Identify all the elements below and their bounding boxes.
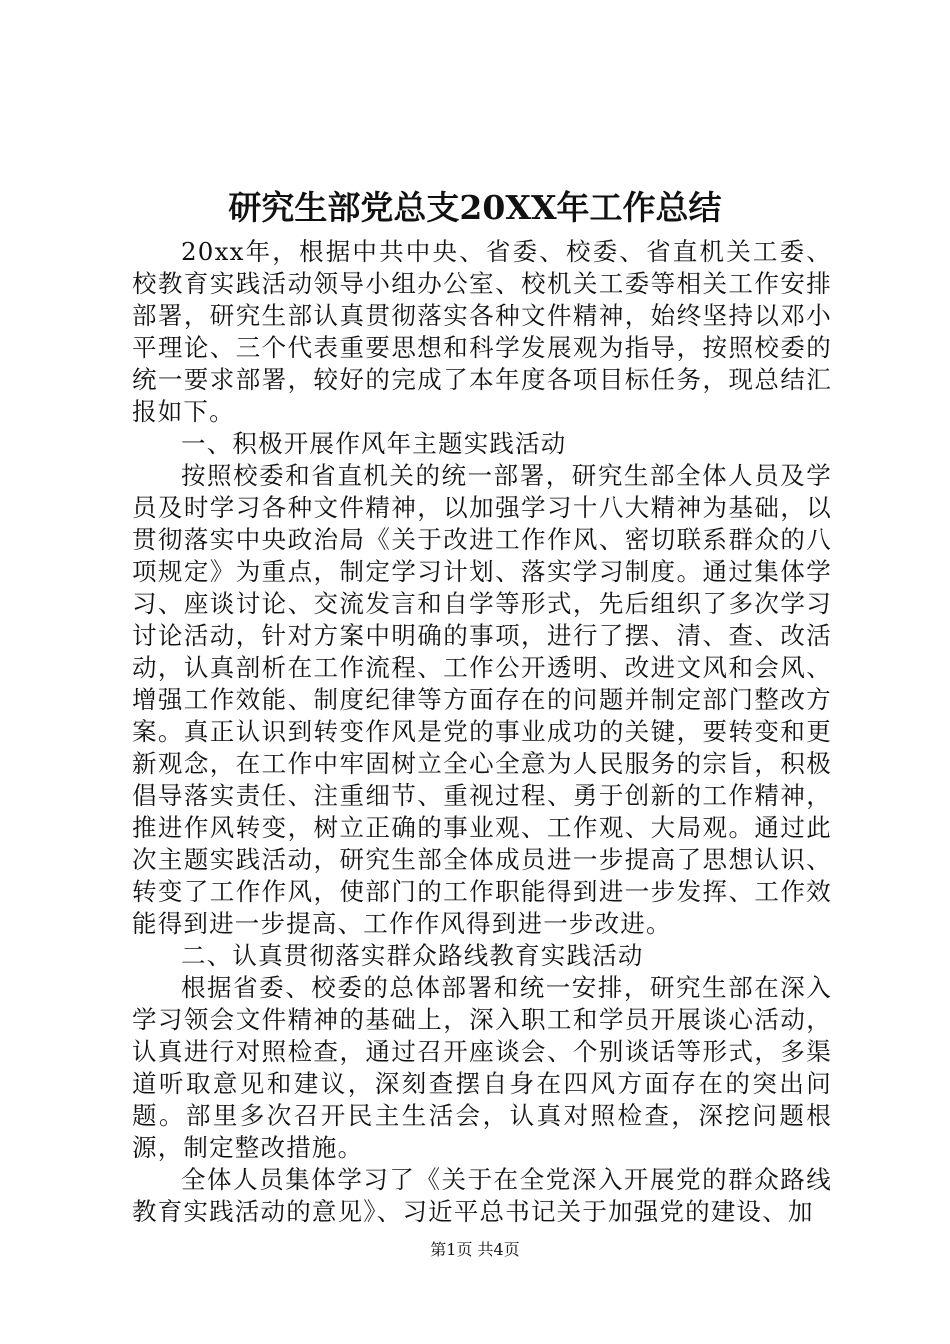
paragraph-section-2-cont: 全体人员集体学习了《关于在全党深入开展党的群众路线教育实践活动的意见》、习近平总书记关于加强党的建设、加: [132, 1165, 832, 1226]
page-footer: 第1页 共4页: [430, 1240, 520, 1259]
section-heading-1: 一、积极开展作风年主题实践活动: [181, 429, 567, 458]
paragraph-section-1: 按照校委和省直机关的统一部署，研究生部全体人员及学员及时学习各种文件精神，以加强学习十八大精神为基础，以贯彻落实中央政治局《关于改进工作作风、密切联系群众的八项规定》为重点，制定学习计划、落实学习制度。通过集体学习、座谈讨论、交流发言和自学等形式，先后组织了多次学习讨论活动，针对方案中明确的事项，进行了摆、清、查、改活动，认真剖析在工作流程、工作公开透明、改进文风和会风、增强工作效能、制度纪律等方面存在的问题并制定部门整改方案。真正认识到转变作风是党的事业成功的关键，要转变和更新观念，在工作中牢固树立全心全意为人民服务的宗旨，积极倡导落实责任、注重细节、重视过程、勇于创新的工作精神，推进作风转变，树立正确的事业观、工作观、大局观。通过此次主题实践活动，研究生部全体成员进一步提高了思想认识、转变了工作作风，使部门的工作职能得到进一步发挥、工作效能得到进一步提高、工作作风得到进一步改进。: [132, 461, 832, 938]
section-heading-2: 二、认真贯彻落实群众路线教育实践活动: [181, 941, 644, 970]
page-title: 研究生部党总支20XX年工作总结: [228, 188, 722, 227]
paragraph-section-2: 根据省委、校委的总体部署和统一安排，研究生部在深入学习领会文件精神的基础上，深入职工和学员开展谈心活动，认真进行对照检查，通过召开座谈会、个别谈话等形式，多渠道听取意见和建议，深刻查摆自身在四风方面存在的突出问题。部里多次召开民主生活会，认真对照检查，深挖问题根源，制定整改措施。: [132, 973, 832, 1162]
paragraph-intro: 20xx年，根据中共中央、省委、校委、省直机关工委、校教育实践活动领导小组办公室、校机关工委等相关工作安排部署，研究生部认真贯彻落实各种文件精神，始终坚持以邓小平理论、三个代表重要思想和科学发展观为指导，按照校委的统一要求部署，较好的完成了本年度各项目标任务，现总结汇报如下。: [132, 237, 832, 426]
document-body: [132, 236, 832, 1228]
